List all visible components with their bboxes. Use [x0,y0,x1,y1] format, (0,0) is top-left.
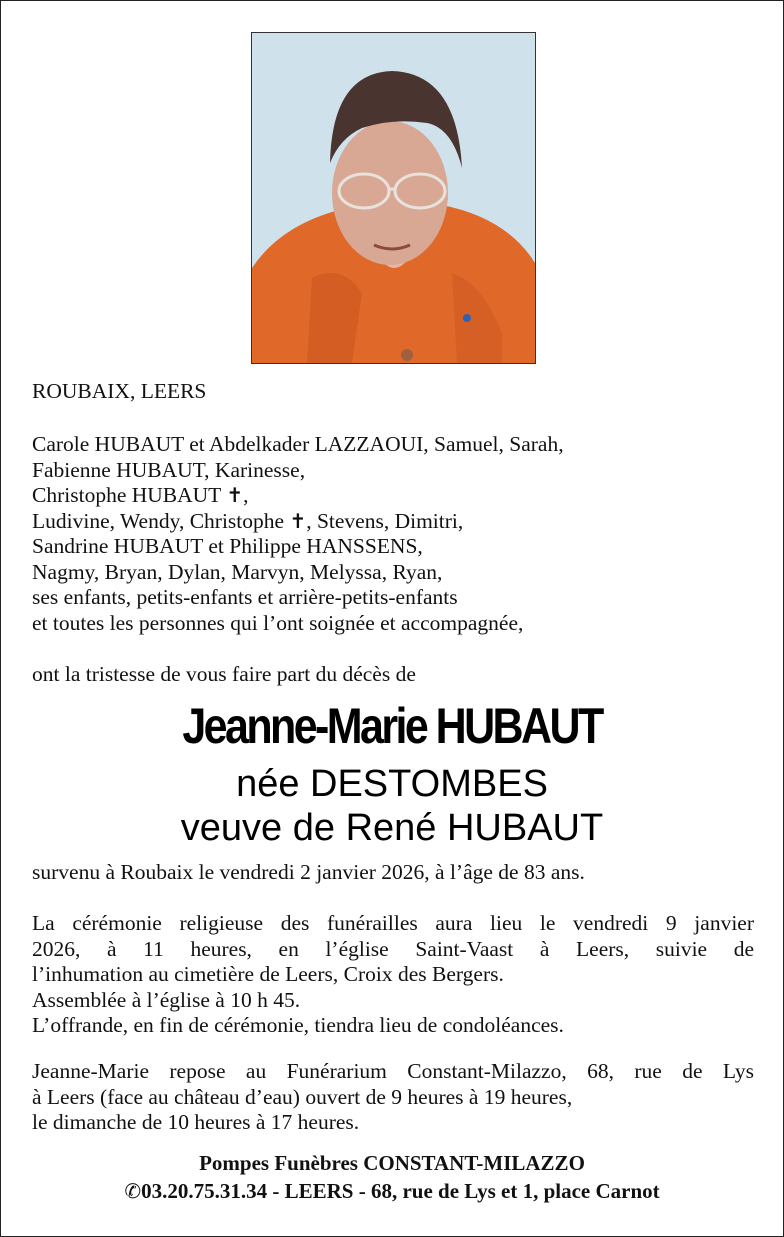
family-line: et toutes les personnes qui l’ont soignée et accompagnée, [32,610,524,635]
cross-icon: ✝ [226,483,244,507]
contact-details: 03.20.75.31.34 - LEERS - 68, rue de Lys et 1, place Carnot [141,1179,660,1203]
family-line: Sandrine HUBAUT et Philippe HANSSENS, [32,534,423,558]
phone-icon: ✆ [124,1179,142,1203]
ceremony-line: Assemblée à l’église à 10 h 45. [32,987,301,1012]
funerarium-line: Jeanne-Marie repose au Funérarium Constant-Milazzo, 68, rue de Lys [32,1059,754,1083]
maiden-name: née DESTOMBES [236,763,548,805]
widow-of: veuve de René HUBAUT [180,807,604,849]
funeral-company: Pompes Funèbres CONSTANT-MILAZZO [199,1151,585,1175]
funerarium-block [32,1059,754,1136]
contact-line [1,1179,783,1204]
funerarium-line: le dimanche de 10 heures à 17 heures. [32,1110,360,1134]
family-line [32,483,754,509]
family-line: ses enfants, petits-enfants et arrière-petits-enfants [32,585,458,609]
family-list [32,432,754,636]
death-line [32,860,754,886]
announcement: ont la tristesse de vous faire part du décès de [32,662,416,686]
family-text: , Stevens, Dimitri, [306,508,464,533]
ceremony-line: L’offrande, en fin de cérémonie, tiendra lieu de condoléances. [32,1013,564,1037]
family-text: Ludivine, Wendy, Christophe [32,508,290,533]
cross-icon: ✝ [289,508,307,533]
portrait-image [252,33,535,363]
location-line [32,379,754,405]
family-text: Christophe HUBAUT [32,483,227,507]
family-line: Nagmy, Bryan, Dylan, Marvyn, Melyssa, Ryan, [32,559,443,584]
family-line: Carole HUBAUT et Abdelkader LAZZAOUI, Samuel, Sarah, [32,432,564,456]
funerarium-line: à Leers (face au château d’eau) ouvert de 9 heures à 19 heures, [32,1084,573,1109]
family-line: Fabienne HUBAUT, Karinesse, [32,457,306,482]
ceremony-line: La cérémonie religieuse des funérailles aura lieu le vendredi 9 janvier [32,911,754,935]
death-details: survenu à Roubaix le vendredi 2 janvier 2026, à l’âge de 83 ans. [32,860,585,884]
ceremony-block [32,911,754,1039]
portrait-photo [251,32,536,364]
ceremony-line: l’inhumation au cimetière de Leers, Croix des Bergers. [32,962,504,986]
announcement-line [32,662,754,688]
family-text: , [243,483,249,507]
deceased-name: Jeanne-Marie HUBAUT [182,698,602,754]
location: ROUBAIX, LEERS [32,379,207,403]
ceremony-line: 2026, à 11 heures, en l’église Saint-Vaast à Leers, suivie de [32,936,754,961]
family-line [32,509,754,535]
